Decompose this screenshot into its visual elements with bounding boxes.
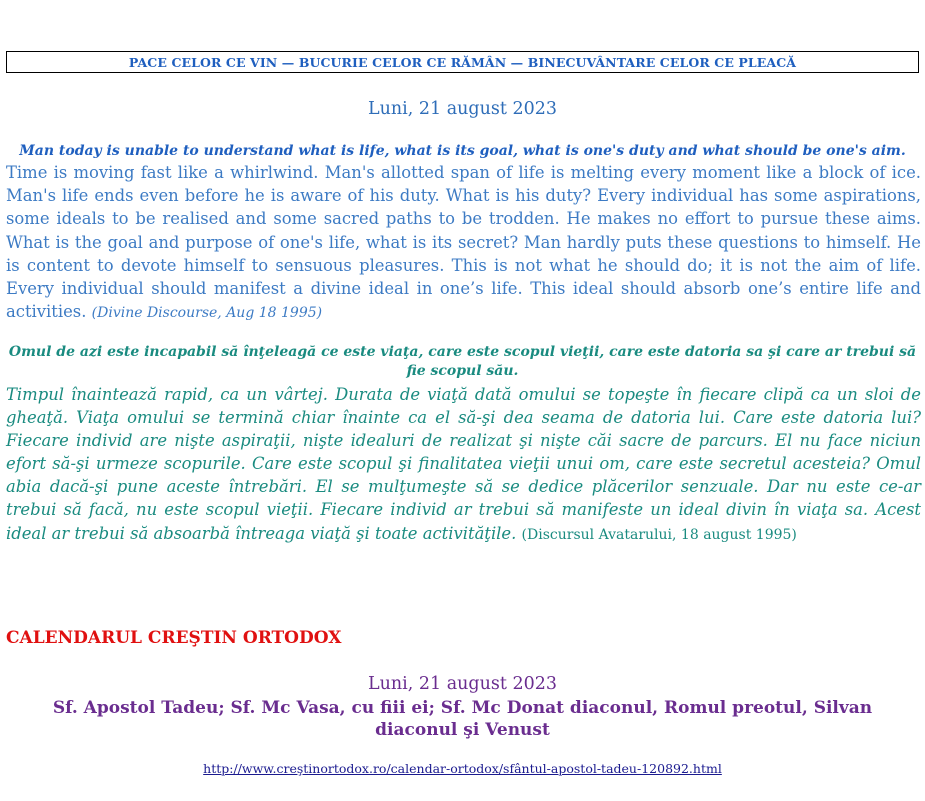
saints-of-the-day: Sf. Apostol Tadeu; Sf. Mc Vasa, cu fiii ei; Sf. Mc Donat diaconul, Romul preotul, Silvan diaconul şi Venust bbox=[52, 698, 873, 740]
romanian-quote-body bbox=[6, 383, 921, 547]
banner-text: PACE CELOR CE VIN — BUCURIE CELOR CE RĂMÂN — BINECUVÂNTARE CELOR CE PLEACĂ bbox=[128, 54, 797, 70]
calendar-date: Luni, 21 august 2023 bbox=[367, 674, 557, 694]
romanian-citation: (Discursul Avatarului, 18 august 1995) bbox=[521, 526, 797, 543]
english-body-text: Time is moving fast like a whirlwind. Man's allotted span of life is melting every moment like a block of ice. Man's life ends even before he is aware of his duty. What is his duty? Every individual has some aspirations, some ideals to be realised and some sacred paths to be trodden. He makes no effort to pursue these aims. What is the goal and purpose of one's life, what is its secret? Man hardly puts these questions to himself. He is content to devote himself to sensuous pleasures. This is not what he should do; it is not the aim of life. Every individual should manifest a divine ideal in one’s life. This ideal should absorb one’s entire life and activities. bbox=[6, 163, 921, 322]
romanian-body-text: Timpul înaintează rapid, ca un vârtej. Durata de viaţă dată omului se topeşte în fiecare clipă ca un sloi de gheaţă. Viaţa omului se termină chiar înainte ca el să-şi dea seama de datoria lui. Care este datoria lui? Fiecare individ are nişte aspiraţii, nişte idealuri de realizat şi nişte căi sacre de parcurs. El nu face niciun efort să-şi urmeze scopurile. Care este scopul şi finalitatea vieţii unui om, care este secretul acesteia? Omul abia dacă-şi pune aceste întrebări. El se mulţumeşte să se dedice plăcerilor senzuale. Dar nu este ce-ar trebui să facă, nu este scopul vieţii. Fiecare individ ar trebui să manifeste un ideal divin în viaţa sa. Acest ideal ar trebui să absoarbă întreaga viaţă şi toate activităţile. bbox=[6, 385, 921, 543]
english-citation: (Divine Discourse, Aug 18 1995) bbox=[91, 305, 323, 322]
calendar-heading: CALENDARUL CREŞTIN ORTODOX bbox=[6, 628, 342, 648]
english-quote-body bbox=[6, 161, 921, 325]
calendar-link[interactable]: http://www.creştinortodox.ro/calendar-ortodox/sfântul-apostol-tadeu-120892.html bbox=[203, 761, 722, 776]
date-heading: Luni, 21 august 2023 bbox=[367, 99, 557, 119]
romanian-quote-heading: Omul de azi este incapabil să înţeleagă ce este viaţa, care este scopul vieţii, care este datoria sa şi care ar trebui să fie scopul său. bbox=[8, 344, 917, 379]
banner bbox=[6, 51, 919, 73]
calendar-link-row bbox=[0, 761, 925, 776]
english-quote-heading: Man today is unable to understand what is life, what is its goal, what is one's duty and what should be one's aim. bbox=[19, 143, 906, 159]
